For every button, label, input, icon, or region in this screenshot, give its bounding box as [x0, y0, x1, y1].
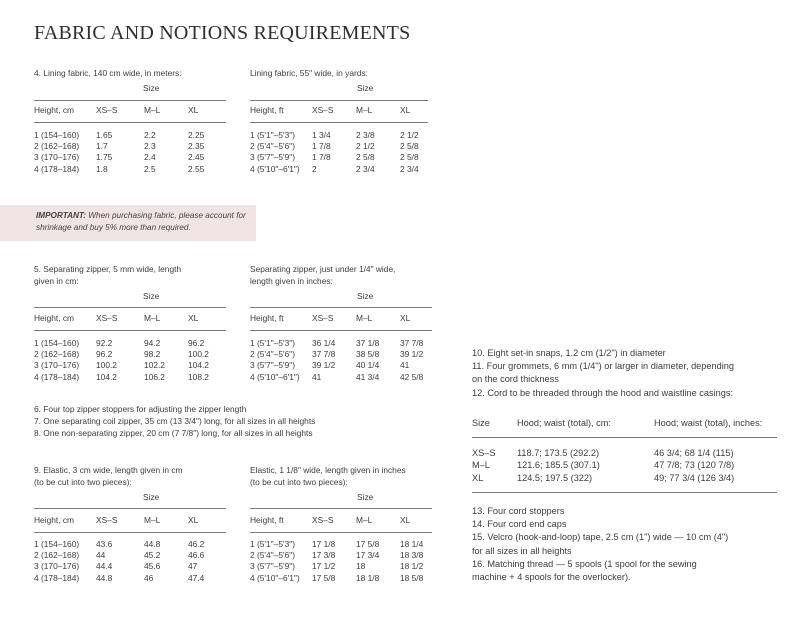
- zipper-imperial-rows: [250, 338, 432, 383]
- table-cell: 43.6: [96, 539, 113, 549]
- table-header-row: [34, 313, 226, 324]
- header-rule: [250, 330, 432, 331]
- table-row: [250, 539, 432, 550]
- column-header: M–L: [356, 105, 373, 115]
- caption-line: 5. Separating zipper, 5 mm wide, length: [34, 264, 182, 274]
- table-row: [250, 561, 432, 572]
- list-item: 12. Cord to be threaded through the hood and waistline casings:: [472, 387, 734, 398]
- table-cell: 3 (5'7"–5'9"): [250, 360, 295, 371]
- table-cell: 2.25: [188, 130, 205, 140]
- column-header: XS–S: [312, 313, 334, 323]
- table-row: [34, 338, 226, 349]
- table-cell: 96.2: [188, 338, 205, 348]
- column-header: Height, cm: [34, 313, 75, 323]
- lining-metric-table: [34, 105, 226, 116]
- caption-line: (to be cut into two pieces):: [34, 477, 132, 488]
- table-cell: 4 (178–184): [34, 163, 80, 174]
- table-cell: 1 (154–160): [34, 338, 80, 348]
- column-header: Height, cm: [34, 515, 75, 525]
- table-cell: 46 3/4; 68 1/4 (115): [654, 448, 734, 458]
- table-row: [34, 141, 226, 152]
- table-cell: 1.7: [96, 141, 108, 152]
- table-row: [250, 338, 432, 349]
- table-row: [34, 550, 226, 561]
- table-cell: 40 1/4: [356, 360, 380, 371]
- column-header: XS–S: [96, 105, 118, 115]
- table-cell: 17 5/8: [356, 539, 380, 549]
- list-item: 7. One separating coil zipper, 35 cm (13 3/4") long, for all sizes in all heights: [34, 416, 316, 426]
- table-row: [34, 372, 226, 383]
- table-header-row: [34, 515, 226, 526]
- zipper-imperial-caption: [250, 263, 395, 288]
- table-cell: 2.2: [144, 130, 156, 140]
- header-rule: [34, 532, 226, 533]
- important-label: IMPORTANT:: [36, 211, 87, 220]
- elastic-metric-rows: [34, 539, 226, 584]
- table-cell: 17 5/8: [312, 572, 336, 583]
- table-row: [34, 573, 226, 584]
- column-header: M–L: [144, 515, 161, 525]
- column-header: Height, ft: [250, 313, 284, 323]
- table-cell: 106.2: [144, 371, 165, 382]
- table-cell: 108.2: [188, 371, 209, 382]
- table-cell: 3 (170–176): [34, 360, 80, 371]
- caption-line: Elastic, 1 1/8" wide, length given in inches: [250, 465, 406, 475]
- column-header: XS–S: [312, 515, 334, 525]
- column-header: Height, ft: [250, 515, 284, 525]
- table-cell: 47 7/8; 73 (120 7/8): [654, 460, 735, 471]
- table-cell: 4 (178–184): [34, 371, 80, 382]
- column-header: XL: [188, 515, 199, 525]
- table-cell: 2 5/8: [400, 141, 419, 152]
- table-row: [34, 152, 226, 163]
- size-rule: [34, 307, 226, 308]
- table-row: [250, 573, 432, 584]
- table-row: [472, 473, 778, 485]
- list-item: 10. Eight set-in snaps, 1.2 cm (1/2") in diameter: [472, 348, 666, 358]
- list-item: 11. Four grommets, 6 mm (1/4") or larger in diameter, depending: [472, 361, 734, 372]
- page-title: FABRIC AND NOTIONS REQUIREMENTS: [34, 22, 411, 44]
- table-row: [250, 550, 432, 561]
- table-row: [250, 152, 428, 163]
- cord-table-header: [472, 418, 778, 429]
- table-cell: 37 7/8: [400, 338, 424, 348]
- table-cell: 37 1/8: [356, 338, 380, 348]
- table-row: [472, 448, 778, 460]
- size-label: Size: [357, 83, 374, 93]
- caption-line: given in cm:: [34, 276, 79, 287]
- list-item: 15. Velcro (hook-and-loop) tape, 2.5 cm (1") wide — 10 cm (4"): [472, 532, 729, 543]
- column-header: M–L: [144, 313, 161, 323]
- table-cell: 3 (5'7"–5'9"): [250, 561, 295, 572]
- lining-metric-caption: 4. Lining fabric, 140 cm wide, in meters:: [34, 68, 182, 78]
- table-cell: 1 7/8: [312, 141, 331, 152]
- table-cell: 18 3/8: [400, 550, 424, 561]
- caption-line: Separating zipper, just under 1/4" wide,: [250, 264, 396, 274]
- size-rule: [250, 100, 428, 101]
- lining-metric-rows: [34, 130, 226, 175]
- column-header: XS–S: [312, 105, 334, 115]
- column-header: XS–S: [96, 313, 118, 323]
- table-cell: 100.2: [188, 349, 209, 360]
- table-cell: 3 (5'7"–5'9"): [250, 152, 295, 163]
- table-cell: 2 (5'4"–5'6"): [250, 349, 295, 360]
- table-cell: 17 3/4: [356, 550, 380, 561]
- column-header: Height, ft: [250, 105, 284, 115]
- table-cell: 39 1/2: [400, 349, 424, 360]
- column-header: Hood; waist (total), cm:: [517, 418, 611, 428]
- items-6-8: [34, 403, 315, 439]
- table-cell: 47.4: [188, 572, 205, 583]
- size-rule: [34, 508, 226, 509]
- size-rule: [250, 307, 432, 308]
- list-item: 6. Four top zipper stoppers for adjusting the zipper length: [34, 404, 247, 414]
- header-rule: [34, 330, 226, 331]
- table-row: [250, 349, 432, 360]
- column-header: M–L: [356, 515, 373, 525]
- table-row: [34, 539, 226, 550]
- table-cell: 124.5; 197.5 (322): [517, 472, 593, 483]
- table-row: [250, 164, 428, 175]
- table-cell: 36 1/4: [312, 338, 336, 348]
- table-cell: 94.2: [144, 338, 161, 348]
- list-item: for all sizes in all heights: [472, 545, 572, 556]
- table-row: [250, 372, 432, 383]
- table-cell: 46.6: [188, 550, 205, 561]
- list-item: on the cord thickness: [472, 374, 559, 385]
- elastic-metric-caption: [34, 464, 183, 489]
- table-cell: 18 1/2: [400, 561, 424, 572]
- lining-imperial-rows: [250, 130, 428, 175]
- table-row: [250, 141, 428, 152]
- table-cell: 1 7/8: [312, 152, 331, 163]
- table-cell: 3 (170–176): [34, 561, 80, 572]
- cord-table-rows: [472, 448, 778, 485]
- size-label: Size: [143, 83, 160, 93]
- table-cell: 118.7; 173.5 (292.2): [517, 448, 600, 458]
- table-row: [472, 460, 778, 472]
- table-cell: 17 1/8: [312, 539, 336, 549]
- table-cell: 3 (170–176): [34, 152, 80, 163]
- elastic-metric-table: [34, 515, 226, 526]
- table-cell: 46.2: [188, 539, 205, 549]
- table-row: [250, 360, 432, 371]
- table-cell: 2 5/8: [356, 152, 375, 163]
- table-cell: 2.55: [188, 163, 205, 174]
- column-header: XL: [400, 515, 411, 525]
- table-cell: 1 3/4: [312, 130, 331, 140]
- items-13-16: [472, 505, 728, 584]
- table-cell: 47: [188, 561, 198, 572]
- table-cell: 4 (178–184): [34, 572, 80, 583]
- table-cell: 2 (5'4"–5'6"): [250, 141, 295, 152]
- header-rule: [250, 532, 432, 533]
- table-cell: 2.4: [144, 152, 156, 163]
- table-header-row: [472, 418, 778, 429]
- table-header-row: [250, 515, 432, 526]
- column-header: XL: [400, 313, 411, 323]
- table-cell: 104.2: [188, 360, 209, 371]
- table-header-row: [250, 105, 428, 116]
- table-cell: 49; 77 3/4 (126 3/4): [654, 472, 735, 483]
- table-row: [250, 130, 428, 141]
- table-cell: 1 (5'1"–5'3"): [250, 539, 295, 549]
- column-header: XS–S: [96, 515, 118, 525]
- table-cell: 18 1/8: [356, 572, 380, 583]
- table-cell: 44.8: [144, 539, 161, 549]
- zipper-metric-table: [34, 313, 226, 324]
- table-row: [34, 164, 226, 175]
- column-header: Height, cm: [34, 105, 75, 115]
- table-cell: 2 (5'4"–5'6"): [250, 550, 295, 561]
- table-cell: 98.2: [144, 349, 161, 360]
- table-cell: 44.8: [96, 572, 113, 583]
- table-cell: 44.4: [96, 561, 113, 572]
- size-label: Size: [143, 291, 160, 301]
- important-note: [0, 205, 256, 241]
- table-cell: 2 3/4: [356, 163, 375, 174]
- table-row: [34, 349, 226, 360]
- column-header: XL: [400, 105, 411, 115]
- table-cell: 46: [144, 572, 154, 583]
- column-header: M–L: [144, 105, 161, 115]
- lining-imperial-caption: Lining fabric, 55" wide, in yards:: [250, 68, 368, 78]
- table-cell: 100.2: [96, 360, 117, 371]
- table-bottom-rule: [472, 492, 777, 493]
- zipper-metric-caption: [34, 263, 181, 288]
- table-cell: 121.6; 185.5 (307.1): [517, 460, 600, 471]
- table-cell: 4 (5'10"–6'1"): [250, 572, 300, 583]
- table-cell: 45.2: [144, 550, 161, 561]
- table-cell: 2 1/2: [400, 130, 419, 140]
- table-cell: 1 (154–160): [34, 539, 80, 549]
- table-cell: 4 (5'10"–6'1"): [250, 163, 300, 174]
- table-cell: 2 (162–168): [34, 550, 80, 561]
- table-cell: 2 1/2: [356, 141, 375, 152]
- table-cell: 1 (5'1"–5'3"): [250, 338, 295, 348]
- table-cell: 4 (5'10"–6'1"): [250, 371, 300, 382]
- table-cell: 41: [400, 360, 410, 371]
- table-row: [34, 561, 226, 572]
- header-rule: [34, 122, 226, 123]
- table-cell: XS–S: [472, 448, 496, 458]
- table-cell: 1 (154–160): [34, 130, 80, 140]
- table-cell: 2: [312, 163, 317, 174]
- table-cell: 45.6: [144, 561, 161, 572]
- table-cell: 42 5/8: [400, 371, 424, 382]
- table-cell: 2 (162–168): [34, 141, 80, 152]
- table-cell: 44: [96, 550, 106, 561]
- list-item: 14. Four cord end caps: [472, 519, 567, 530]
- elastic-imperial-caption: [250, 464, 406, 489]
- table-cell: 92.2: [96, 338, 113, 348]
- column-header: XL: [188, 313, 199, 323]
- table-row: [34, 130, 226, 141]
- list-item: 13. Four cord stoppers: [472, 506, 565, 516]
- size-label: Size: [357, 492, 374, 502]
- table-cell: 1.75: [96, 152, 113, 163]
- table-cell: 2.35: [188, 141, 205, 152]
- table-cell: 1 (5'1"–5'3"): [250, 130, 295, 140]
- zipper-imperial-table: [250, 313, 432, 324]
- list-item: 16. Matching thread — 5 spools (1 spool for the sewing: [472, 558, 697, 569]
- elastic-imperial-table: [250, 515, 432, 526]
- table-cell: 96.2: [96, 349, 113, 360]
- table-header-row: [34, 105, 226, 116]
- size-label: Size: [143, 492, 160, 502]
- table-header-row: [250, 313, 432, 324]
- column-header: M–L: [356, 313, 373, 323]
- important-note-text: [36, 210, 248, 234]
- table-cell: 41: [312, 371, 322, 382]
- column-header: Size: [472, 418, 490, 428]
- table-cell: 2.45: [188, 152, 205, 163]
- caption-line: length given in inches:: [250, 276, 333, 287]
- table-cell: 38 5/8: [356, 349, 380, 360]
- list-item: 8. One non-separating zipper, 20 cm (7 7/8") long, for all sizes in all heights: [34, 428, 313, 438]
- table-cell: 2 (162–168): [34, 349, 80, 360]
- caption-line: (to be cut into two pieces):: [250, 477, 348, 488]
- table-cell: M–L: [472, 460, 490, 471]
- header-rule: [472, 437, 777, 438]
- table-cell: 102.2: [144, 360, 165, 371]
- table-cell: 37 7/8: [312, 349, 336, 360]
- table-cell: 104.2: [96, 371, 117, 382]
- table-cell: 2.3: [144, 141, 156, 152]
- lining-imperial-table: [250, 105, 428, 116]
- table-cell: 18 5/8: [400, 572, 424, 583]
- table-cell: XL: [472, 472, 484, 483]
- column-header: Hood; waist (total), inches:: [654, 418, 763, 428]
- size-rule: [250, 508, 432, 509]
- list-item: machine + 4 spools for the overlocker).: [472, 572, 631, 583]
- table-row: [34, 360, 226, 371]
- elastic-imperial-rows: [250, 539, 432, 584]
- table-cell: 1.65: [96, 130, 113, 140]
- table-cell: 2 5/8: [400, 152, 419, 163]
- important-body: When purchasing fabric, please account for shrinkage and buy 5% more than required.: [36, 211, 246, 232]
- table-cell: 39 1/2: [312, 360, 336, 371]
- table-cell: 17 3/8: [312, 550, 336, 561]
- table-cell: 2.5: [144, 163, 156, 174]
- table-cell: 1.8: [96, 163, 108, 174]
- caption-line: 9. Elastic, 3 cm wide, length given in cm: [34, 465, 183, 475]
- header-rule: [250, 122, 428, 123]
- table-cell: 2 3/4: [400, 163, 419, 174]
- table-cell: 18 1/4: [400, 539, 424, 549]
- table-cell: 2 3/8: [356, 130, 375, 140]
- items-10-12: [472, 347, 734, 400]
- size-label: Size: [357, 291, 374, 301]
- zipper-metric-rows: [34, 338, 226, 383]
- table-cell: 18: [356, 561, 366, 572]
- column-header: XL: [188, 105, 199, 115]
- table-cell: 17 1/2: [312, 561, 336, 572]
- table-cell: 41 3/4: [356, 371, 380, 382]
- size-rule: [34, 100, 226, 101]
